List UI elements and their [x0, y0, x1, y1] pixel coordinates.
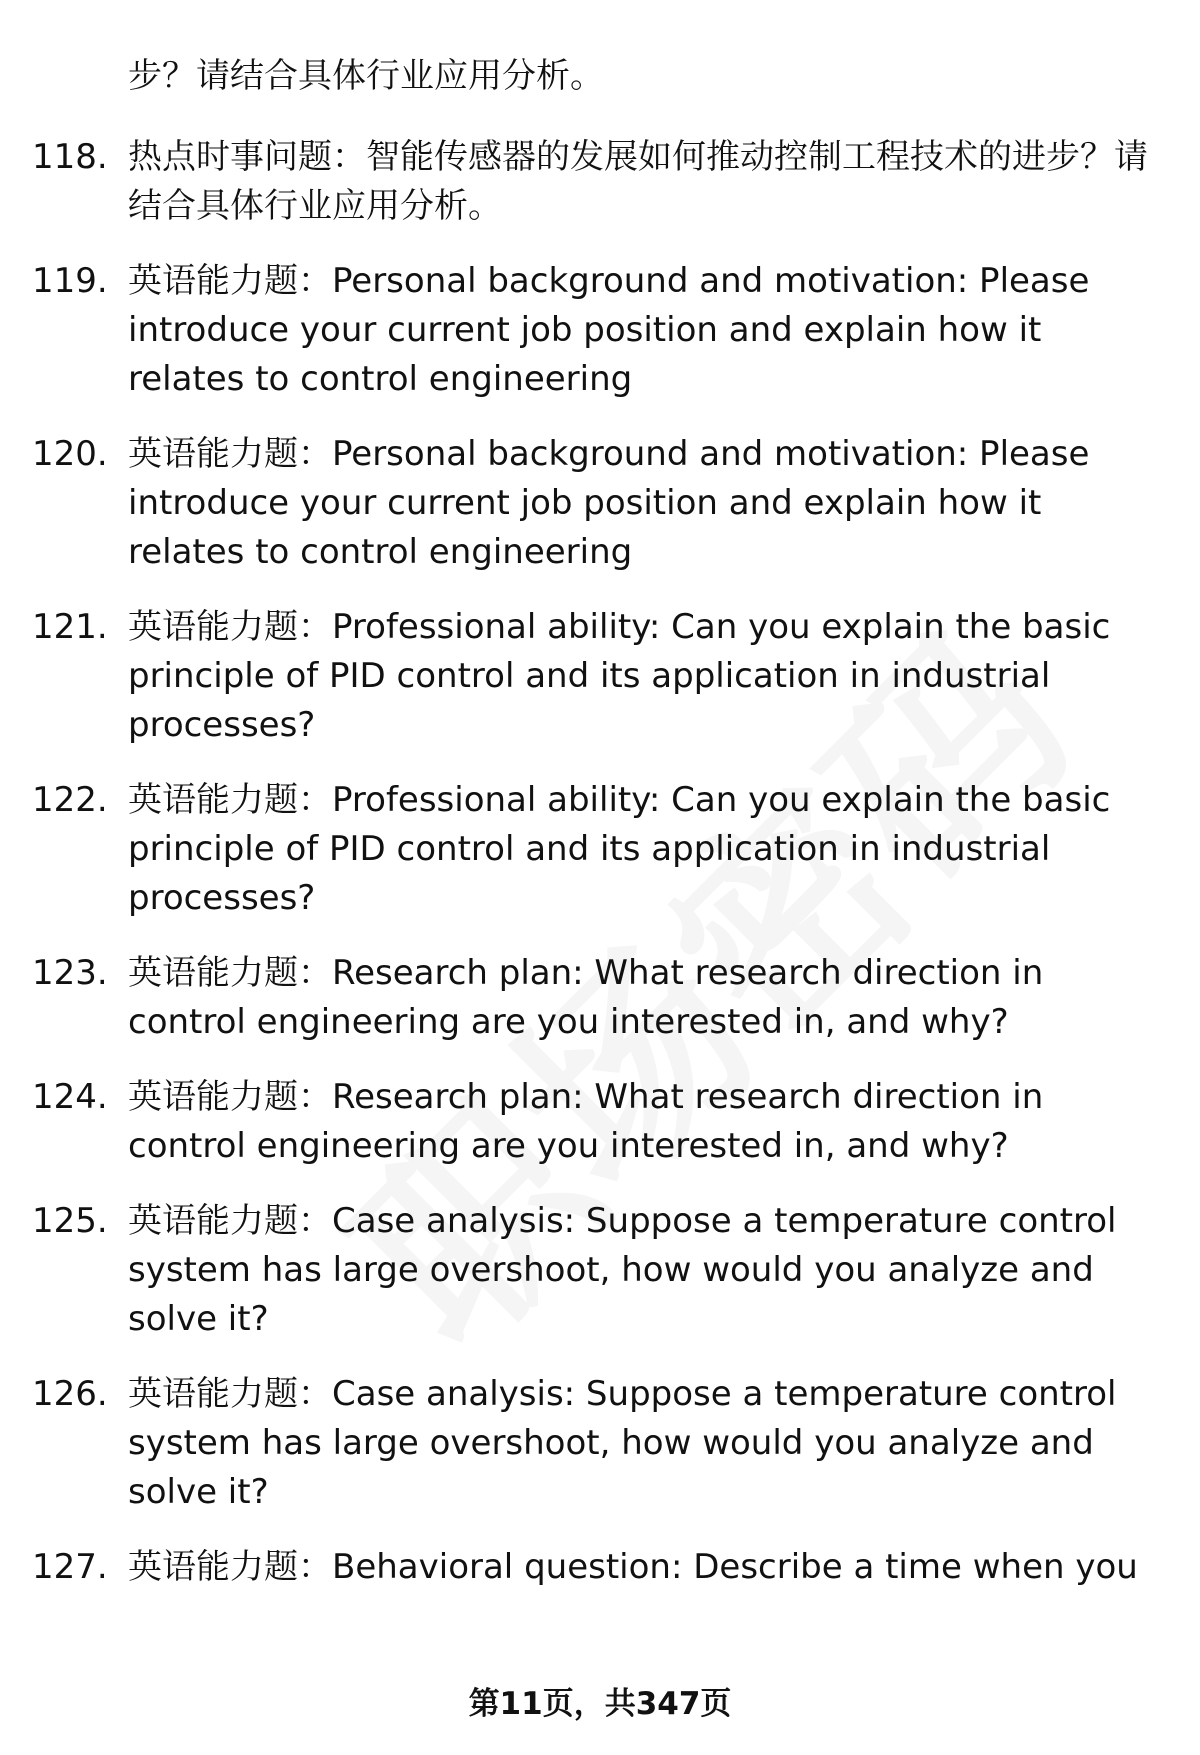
question-item: [0, 52, 1200, 101]
question-number: 120.: [32, 434, 108, 474]
question-item: [0, 1197, 1200, 1344]
question-text: 英语能力题：Research plan: What research direction in control engineering are you interested in, and why?: [128, 1077, 1044, 1166]
question-text: 英语能力题：Professional ability: Can you explain the basic principle of PID control and its application in industrial processes?: [128, 607, 1111, 745]
question-number: 121.: [32, 607, 108, 647]
question-text: 英语能力题：Personal background and motivation: Please introduce your current job position and explain how it relates to control engineering: [128, 434, 1090, 572]
question-number: 122.: [32, 780, 108, 820]
question-number: 127.: [32, 1547, 108, 1587]
question-item: [0, 430, 1200, 577]
question-number: 118.: [32, 137, 108, 177]
question-number: 123.: [32, 953, 108, 993]
page-footer: 第11页，共347页: [468, 1686, 732, 1722]
question-item: [0, 1370, 1200, 1517]
question-item: [0, 949, 1200, 1047]
question-number: 125.: [32, 1201, 108, 1241]
question-number: 126.: [32, 1374, 108, 1414]
question-text: 英语能力题：Personal background and motivation: Please introduce your current job position and explain how it relates to control engineering: [128, 261, 1090, 399]
question-item: [0, 603, 1200, 750]
question-text: 热点时事问题：智能传感器的发展如何推动控制工程技术的进步？请结合具体行业应用分析。: [128, 137, 1148, 226]
question-number: 119.: [32, 261, 108, 301]
question-number: 124.: [32, 1077, 108, 1117]
question-item: [0, 133, 1200, 231]
question-item: [0, 257, 1200, 404]
question-item: [0, 1073, 1200, 1171]
question-text: 步？请结合具体行业应用分析。: [128, 56, 604, 96]
question-text: 英语能力题：Case analysis: Suppose a temperature control system has large overshoot, how would you analyze and solve it?: [128, 1201, 1117, 1339]
question-text: 英语能力题：Behavioral question: Describe a time when you: [128, 1547, 1138, 1587]
question-text: 英语能力题：Research plan: What research direction in control engineering are you interested in, and why?: [128, 953, 1044, 1042]
question-list: [0, 52, 1200, 1592]
question-text: 英语能力题：Professional ability: Can you explain the basic principle of PID control and its application in industrial processes?: [128, 780, 1111, 918]
question-item: [0, 1543, 1200, 1592]
question-item: [0, 776, 1200, 923]
question-text: 英语能力题：Case analysis: Suppose a temperature control system has large overshoot, how would you analyze and solve it?: [128, 1374, 1117, 1512]
